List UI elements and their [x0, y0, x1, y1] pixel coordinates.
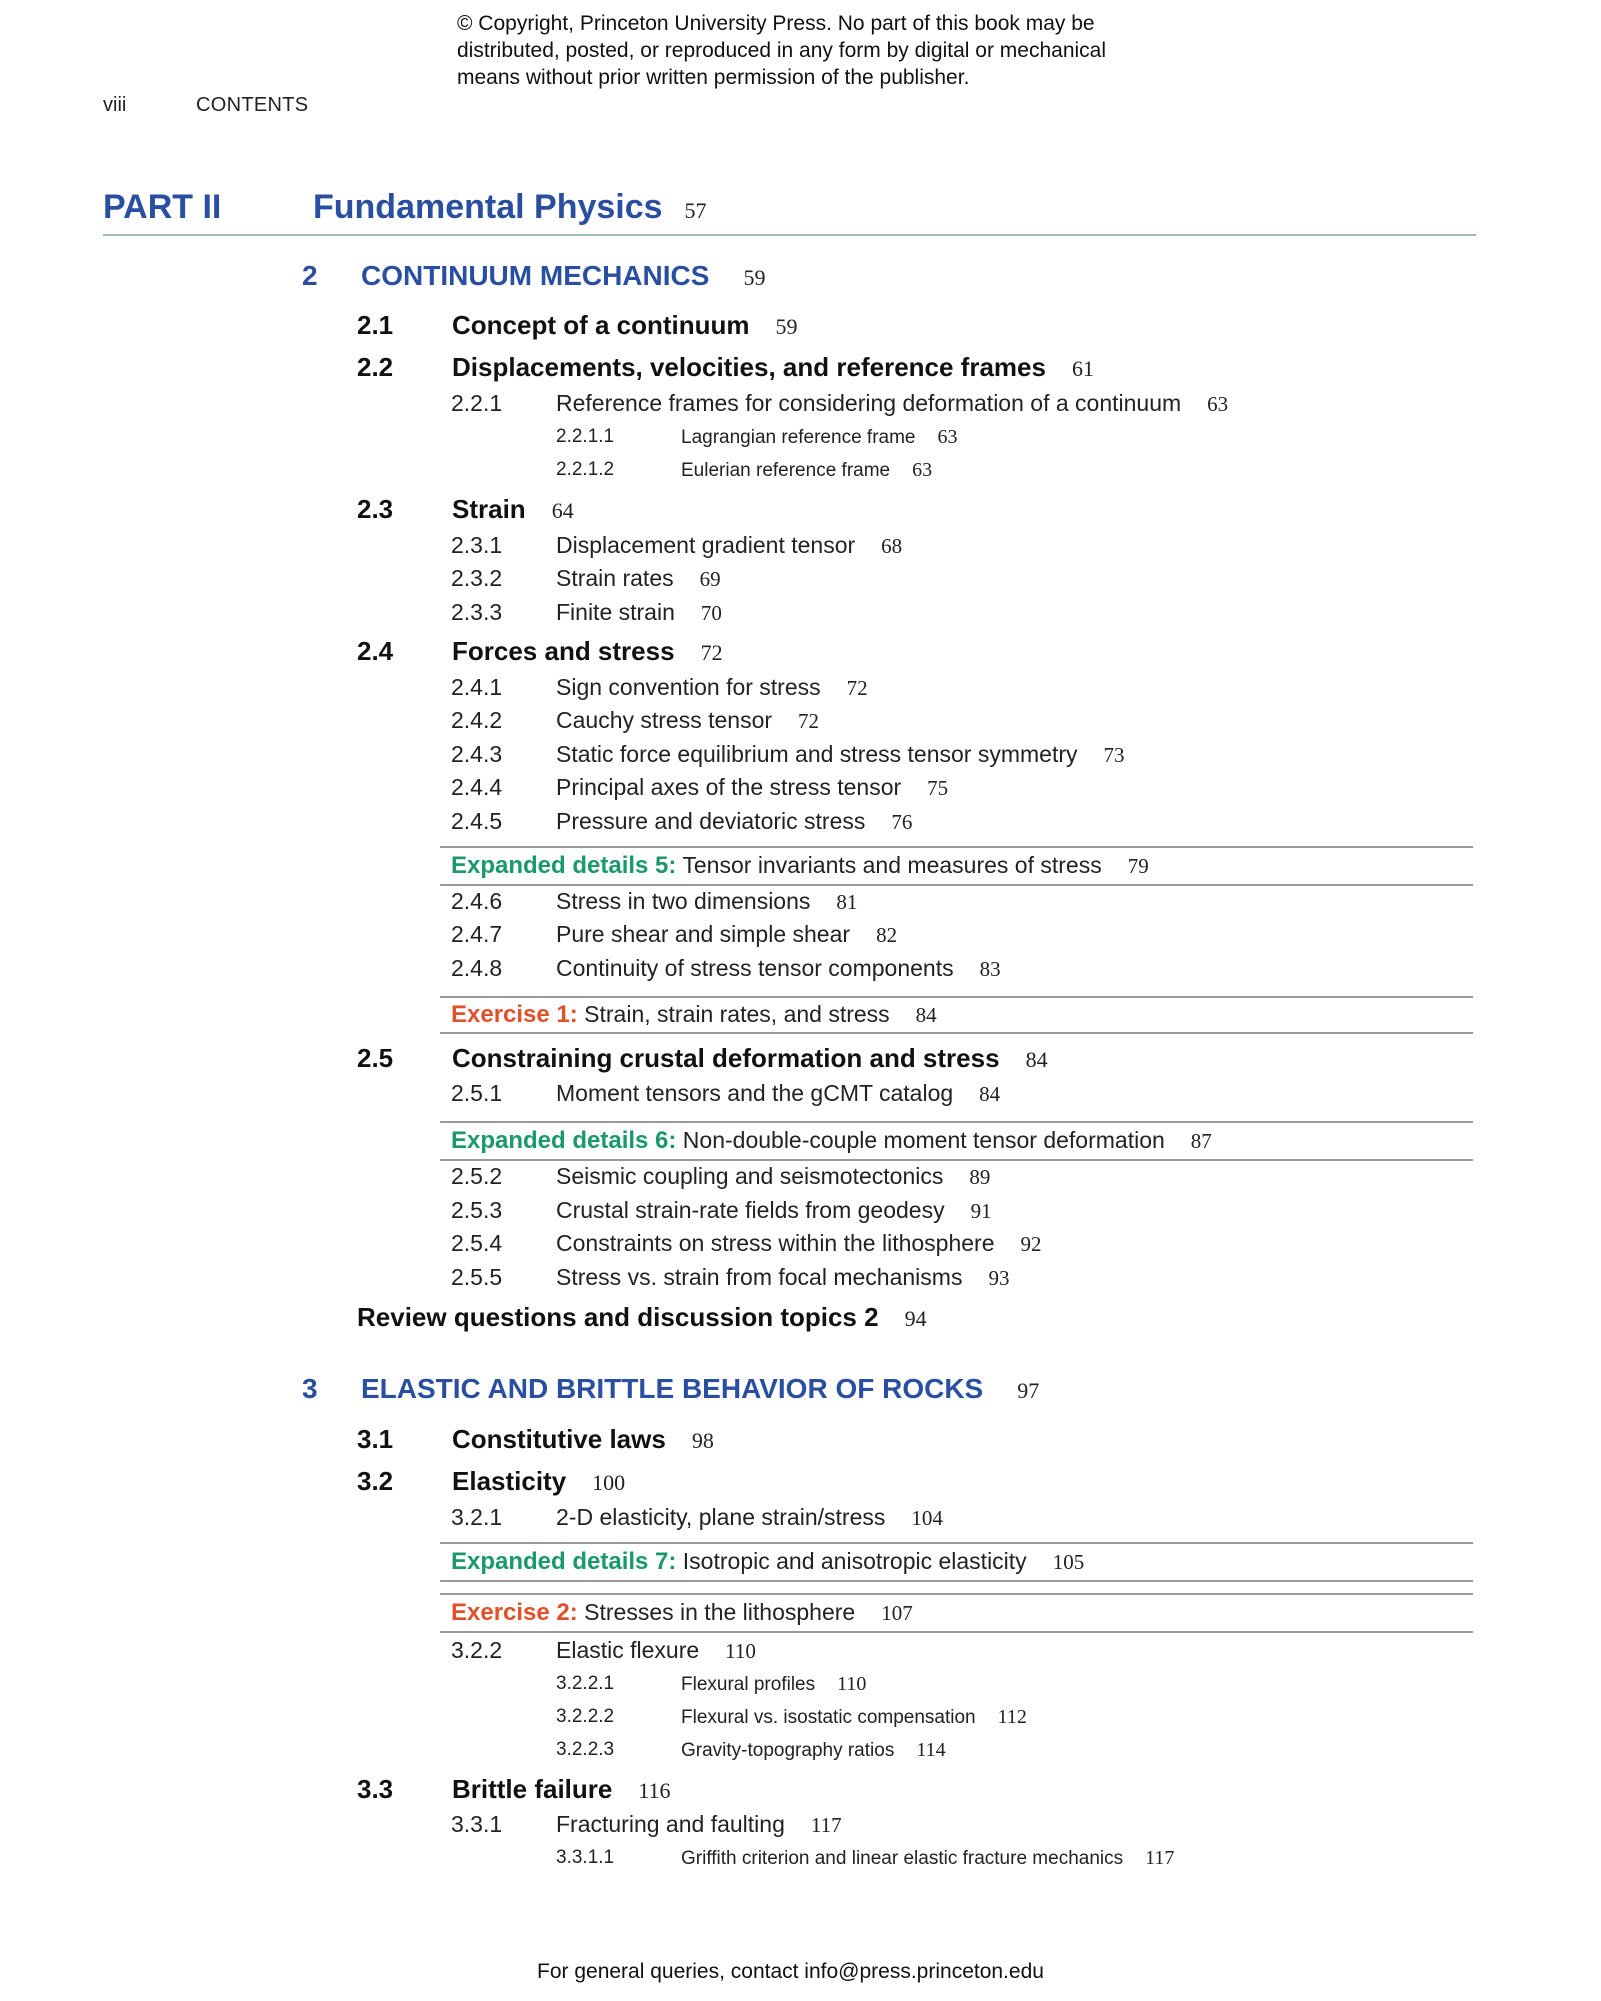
chapter-number: 2 — [302, 260, 318, 291]
subsection-number: 2.5.5 — [451, 1264, 503, 1290]
subsection-title-text: 2-D elasticity, plane strain/stress — [556, 1504, 886, 1530]
chapter-title-text: CONTINUUM MECHANICS — [361, 260, 710, 291]
chapter-title-text: ELASTIC AND BRITTLE BEHAVIOR OF ROCKS — [361, 1373, 984, 1404]
review-questions-title: Review questions and discussion topics 2 — [357, 1302, 879, 1332]
expanded-details-entry — [451, 1127, 1212, 1155]
section-title — [452, 1466, 625, 1497]
section-number: 2.4 — [357, 636, 394, 666]
section-number: 2.5 — [357, 1043, 394, 1073]
subsubsection-page-number: 63 — [937, 426, 958, 448]
exercise-entry — [451, 1001, 937, 1029]
subsection-page-number: 104 — [911, 1506, 943, 1530]
expanded-details-box — [440, 1542, 1473, 1582]
subsubsection-title — [681, 426, 957, 449]
subsection-title-text: Constraints on stress within the lithosphere — [556, 1230, 995, 1256]
subsection-page-number: 93 — [988, 1266, 1010, 1290]
subsection-title — [556, 599, 722, 626]
subsection-title — [556, 1504, 943, 1531]
subsection-page-number: 75 — [927, 776, 949, 800]
subsection-title-text: Displacement gradient tensor — [556, 532, 856, 558]
subsection-number: 2.4.3 — [451, 741, 503, 767]
section-number: 2.3 — [357, 494, 394, 524]
review-questions-page-number: 94 — [904, 1306, 927, 1331]
subsubsection-title-text: Griffith criterion and linear elastic fracture mechanics — [681, 1848, 1124, 1869]
subsubsection-title-text: Flexural profiles — [681, 1674, 816, 1695]
section-page-number: 116 — [638, 1778, 671, 1803]
subsection-title — [556, 1264, 1009, 1291]
expanded-details-page-number: 105 — [1052, 1550, 1085, 1574]
section-number: 3.2 — [357, 1466, 394, 1496]
subsubsection-page-number: 112 — [997, 1706, 1027, 1728]
subsection-title-text: Crustal strain-rate fields from geodesy — [556, 1197, 945, 1223]
subsection-title — [556, 1637, 756, 1664]
subsubsection-number: 3.2.2.3 — [556, 1739, 615, 1760]
subsection-title — [556, 888, 857, 915]
part-title — [313, 188, 707, 227]
subsection-title-text: Pure shear and simple shear — [556, 921, 851, 947]
subsection-page-number: 89 — [969, 1165, 991, 1189]
subsection-number: 2.4.2 — [451, 707, 503, 733]
section-title-text: Concept of a continuum — [452, 310, 750, 340]
subsubsection-title — [681, 1847, 1174, 1870]
subsection-title-text: Stress in two dimensions — [556, 888, 811, 914]
subsection-number: 3.2.1 — [451, 1504, 503, 1530]
subsection-number: 2.5.3 — [451, 1197, 503, 1223]
section-page-number: 84 — [1025, 1047, 1048, 1072]
subsection-page-number: 82 — [876, 923, 898, 947]
exercise-entry — [451, 1599, 913, 1627]
subsection-title — [556, 1163, 990, 1190]
subsection-title — [556, 1230, 1042, 1257]
subsection-title — [556, 955, 1001, 982]
section-number: 3.1 — [357, 1424, 394, 1454]
exercise-title: Stresses in the lithosphere — [584, 1599, 856, 1625]
subsection-title-text: Elastic flexure — [556, 1637, 700, 1663]
section-title-text: Displacements, velocities, and reference frames — [452, 352, 1046, 382]
subsection-number: 2.4.7 — [451, 921, 503, 947]
subsubsection-title — [681, 459, 932, 482]
subsection-title-text: Principal axes of the stress tensor — [556, 774, 902, 800]
exercise-label: Exercise 2: — [451, 1599, 578, 1626]
copyright-line: distributed, posted, or reproduced in any form by digital or mechanical — [457, 39, 1107, 62]
subsection-title — [556, 1811, 842, 1838]
section-title-text: Constitutive laws — [452, 1424, 666, 1454]
copyright-notice — [457, 10, 1106, 91]
subsubsection-title-text: Flexural vs. isostatic compensation — [681, 1707, 976, 1728]
subsection-title-text: Reference frames for considering deformation of a continuum — [556, 390, 1182, 416]
subsubsection-number: 2.2.1.2 — [556, 459, 615, 480]
subsection-title — [556, 1080, 1000, 1107]
section-page-number: 59 — [775, 314, 798, 339]
subsection-number: 2.3.3 — [451, 599, 503, 625]
footer-contact: For general queries, contact info@press.princeton.edu — [537, 1960, 1044, 1983]
subsection-page-number: 81 — [836, 890, 858, 914]
chapter-page-number: 59 — [743, 265, 766, 290]
subsection-page-number: 63 — [1207, 392, 1229, 416]
section-title — [452, 1424, 714, 1455]
section-page-number: 100 — [592, 1470, 626, 1495]
expanded-details-page-number: 79 — [1127, 854, 1149, 878]
subsection-number: 2.3.1 — [451, 532, 503, 558]
review-questions-entry — [357, 1302, 927, 1333]
expanded-details-label: Expanded details 6: — [451, 1127, 677, 1154]
section-title-text: Strain — [452, 494, 526, 524]
subsection-title-text: Stress vs. strain from focal mechanisms — [556, 1264, 963, 1290]
section-title-text: Elasticity — [452, 1466, 567, 1496]
part-title-text: Fundamental Physics — [313, 188, 663, 226]
subsubsection-page-number: 110 — [837, 1673, 867, 1695]
subsection-title-text: Moment tensors and the gCMT catalog — [556, 1080, 954, 1106]
exercise-box — [440, 996, 1473, 1034]
subsection-page-number: 68 — [881, 534, 903, 558]
running-head-title: CONTENTS — [196, 94, 309, 116]
copyright-line: means without prior written permission of the publisher. — [457, 66, 970, 89]
expanded-details-entry — [451, 1548, 1084, 1576]
subsection-title — [556, 565, 721, 592]
chapter-page-number: 97 — [1017, 1378, 1040, 1403]
section-title — [452, 352, 1094, 383]
section-title-text: Brittle failure — [452, 1774, 613, 1804]
subsection-title-text: Sign convention for stress — [556, 674, 821, 700]
subsection-page-number: 92 — [1020, 1232, 1042, 1256]
subsection-page-number: 70 — [700, 601, 722, 625]
subsection-title — [556, 774, 948, 801]
subsection-page-number: 72 — [846, 676, 868, 700]
subsubsection-page-number: 114 — [916, 1739, 946, 1761]
subsection-number: 3.3.1 — [451, 1811, 503, 1837]
expanded-details-box — [440, 846, 1473, 886]
section-number: 2.1 — [357, 310, 394, 340]
section-page-number: 72 — [700, 640, 723, 665]
exercise-page-number: 107 — [881, 1601, 913, 1625]
subsubsection-number: 2.2.1.1 — [556, 426, 615, 447]
subsection-page-number: 73 — [1103, 743, 1125, 767]
subsection-page-number: 72 — [798, 709, 820, 733]
subsection-title — [556, 532, 902, 559]
expanded-details-label: Expanded details 5: — [451, 852, 677, 879]
subsection-page-number: 84 — [979, 1082, 1001, 1106]
subsection-title — [556, 707, 819, 734]
subsection-number: 2.4.8 — [451, 955, 503, 981]
expanded-details-page-number: 87 — [1190, 1129, 1212, 1153]
section-page-number: 98 — [691, 1428, 714, 1453]
expanded-details-title: Isotropic and anisotropic elasticity — [682, 1548, 1027, 1574]
subsection-page-number: 69 — [699, 567, 721, 591]
subsubsection-title-text: Lagrangian reference frame — [681, 427, 916, 448]
subsubsection-number: 3.2.2.1 — [556, 1673, 615, 1694]
subsection-number: 2.5.2 — [451, 1163, 503, 1189]
section-title — [452, 1043, 1048, 1074]
section-title — [452, 1774, 671, 1805]
section-title-text: Constraining crustal deformation and stress — [452, 1043, 1000, 1073]
copyright-line: © Copyright, Princeton University Press. No part of this book may be — [457, 12, 1095, 35]
subsection-number: 2.4.5 — [451, 808, 503, 834]
expanded-details-entry — [451, 852, 1149, 880]
subsection-title-text: Seismic coupling and seismotectonics — [556, 1163, 944, 1189]
subsection-number: 2.4.6 — [451, 888, 503, 914]
chapter-title — [361, 260, 765, 292]
subsection-title — [556, 390, 1228, 417]
subsection-page-number: 110 — [725, 1639, 756, 1663]
subsection-title-text: Continuity of stress tensor components — [556, 955, 954, 981]
exercise-title: Strain, strain rates, and stress — [584, 1001, 890, 1027]
subsection-title-text: Finite strain — [556, 599, 675, 625]
subsubsection-title-text: Eulerian reference frame — [681, 460, 891, 481]
subsubsection-title-text: Gravity-topography ratios — [681, 1740, 895, 1761]
part-divider — [103, 234, 1476, 236]
subsubsection-page-number: 117 — [1145, 1847, 1175, 1869]
section-title — [452, 310, 798, 341]
expanded-details-label: Expanded details 7: — [451, 1548, 677, 1575]
expanded-details-title: Tensor invariants and measures of stress — [682, 852, 1102, 878]
section-title — [452, 636, 723, 667]
section-title — [452, 494, 574, 525]
subsubsection-page-number: 63 — [912, 459, 933, 481]
subsubsection-title — [681, 1706, 1027, 1729]
subsection-page-number: 91 — [970, 1199, 992, 1223]
subsection-page-number: 76 — [891, 810, 913, 834]
subsubsection-title — [681, 1673, 866, 1696]
subsection-title-text: Pressure and deviatoric stress — [556, 808, 866, 834]
subsection-page-number: 117 — [810, 1813, 842, 1837]
section-title-text: Forces and stress — [452, 636, 675, 666]
subsubsection-number: 3.3.1.1 — [556, 1847, 615, 1868]
section-number: 2.2 — [357, 352, 394, 382]
expanded-details-title: Non-double-couple moment tensor deformation — [682, 1127, 1165, 1153]
subsection-title-text: Fracturing and faulting — [556, 1811, 785, 1837]
subsection-number: 2.3.2 — [451, 565, 503, 591]
exercise-page-number: 84 — [915, 1003, 937, 1027]
expanded-details-box — [440, 1121, 1473, 1161]
chapter-number: 3 — [302, 1373, 318, 1404]
subsection-title — [556, 1197, 992, 1224]
section-page-number: 61 — [1071, 356, 1094, 381]
subsection-title — [556, 808, 912, 835]
subsubsection-number: 3.2.2.2 — [556, 1706, 615, 1727]
page-folio: viii — [103, 94, 127, 116]
subsection-number: 2.4.4 — [451, 774, 503, 800]
part-label: PART II — [103, 188, 222, 226]
subsection-title — [556, 921, 897, 948]
subsection-number: 2.2.1 — [451, 390, 503, 416]
chapter-title — [361, 1373, 1039, 1405]
subsection-number: 2.5.1 — [451, 1080, 503, 1106]
exercise-label: Exercise 1: — [451, 1001, 578, 1028]
subsection-number: 3.2.2 — [451, 1637, 503, 1663]
part-page-number: 57 — [684, 198, 707, 223]
section-number: 3.3 — [357, 1774, 394, 1804]
subsection-page-number: 83 — [979, 957, 1001, 981]
subsubsection-title — [681, 1739, 946, 1762]
subsection-title-text: Static force equilibrium and stress tensor symmetry — [556, 741, 1078, 767]
subsection-title — [556, 741, 1125, 768]
subsection-title-text: Cauchy stress tensor — [556, 707, 773, 733]
section-page-number: 64 — [551, 498, 574, 523]
subsection-title — [556, 674, 868, 701]
subsection-number: 2.4.1 — [451, 674, 503, 700]
subsection-title-text: Strain rates — [556, 565, 674, 591]
exercise-box — [440, 1593, 1473, 1633]
subsection-number: 2.5.4 — [451, 1230, 503, 1256]
